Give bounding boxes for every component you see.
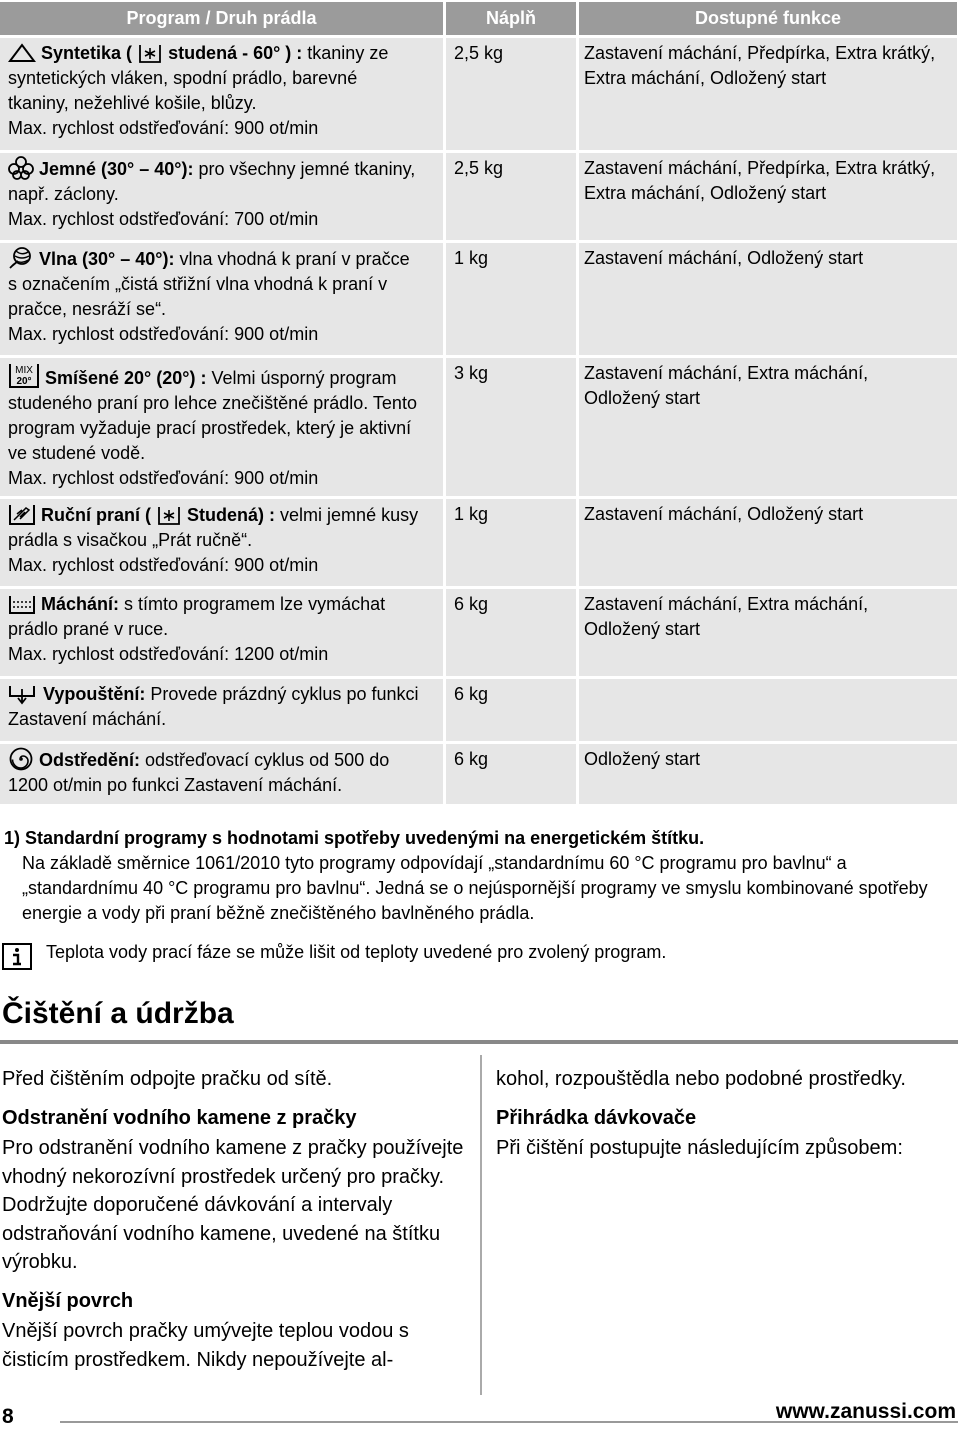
- program-name: Máchání:: [41, 594, 120, 614]
- program-desc: tkaniny ze syntetických vláken, spodní prádlo, barevné tkaniny, nežehlivé košile, blůzy.: [8, 43, 389, 113]
- program-cell: [0, 679, 443, 741]
- program-name: Smíšené 20° (20°) :: [45, 368, 207, 388]
- load-cell: 3 kg: [446, 358, 576, 496]
- program-cell: [0, 744, 443, 804]
- spin-icon: [8, 747, 34, 771]
- load-cell: 1 kg: [446, 243, 576, 355]
- table-header: [0, 2, 960, 35]
- table-row: [0, 744, 960, 804]
- info-note: [2, 940, 952, 970]
- subheading-dispenser: Přihrádka dávkovače: [496, 1106, 697, 1129]
- info-icon: [2, 940, 32, 970]
- program-desc: Provede prázdný cyklus po funkci Zastavení máchání.: [8, 684, 419, 729]
- page-number: 8: [2, 1405, 14, 1428]
- functions-cell: Zastavení máchání, Předpírka, Extra krátký, Extra máchání, Odložený start: [579, 153, 957, 240]
- section-divider: [0, 1040, 958, 1044]
- program-desc: vlna vhodná k praní v pračce s označením „čistá střižní vlna vhodná k praní v pračce, nesráží se“.: [8, 249, 410, 319]
- program-desc: s tímto programem lze vymáchat prádlo prané v ruce.: [8, 594, 386, 639]
- header-functions: Dostupné funkce: [579, 2, 957, 35]
- program-name: Jemné (30° – 40°):: [39, 159, 194, 179]
- functions-cell: Zastavení máchání, Předpírka, Extra krátký, Extra máchání, Odložený start: [579, 38, 957, 150]
- rinse-icon: [8, 593, 36, 615]
- subheading-descaling: Odstranění vodního kamene z pračky: [2, 1106, 357, 1129]
- table-row: [0, 499, 960, 586]
- functions-cell: Zastavení máchání, Odložený start: [579, 499, 957, 586]
- subheading-exterior: Vnější povrch: [2, 1289, 134, 1312]
- svg-text:MIX: MIX: [15, 365, 33, 376]
- functions-cell: Zastavení máchání, Extra máchání, Odložený start: [579, 589, 957, 676]
- mix-20-icon: [8, 361, 40, 389]
- footnote-body: Na základě směrnice 1061/2010 tyto programy odpovídají „standardnímu 60 °C programu pro bavlnu“ a „standardnímu 40 °C programu pro bavlnu“. Jedná se o nejúspornější programy ve smyslu kombinované spotřeby energie a vody při praní běžně znečištěného bavlněného prádla.: [22, 853, 928, 923]
- exterior-text: Vnější povrch pračky umývejte teplou vodou s čisticím prostředkem. Nikdy nepoužívejte al-: [2, 1320, 409, 1371]
- section-title: Čištění a údržba: [2, 997, 234, 1030]
- load-cell: 2,5 kg: [446, 38, 576, 150]
- program-name: Odstředění:: [39, 750, 141, 770]
- cold-icon: [158, 505, 180, 525]
- program-cell: [0, 38, 443, 150]
- table-row: [0, 589, 960, 676]
- program-table: [0, 2, 960, 804]
- header-program: Program / Druh prádla: [0, 2, 443, 35]
- info-note-text: Teplota vody prací fáze se může lišit od teploty uvedené pro zvolený program.: [46, 942, 667, 962]
- dispenser-text: Při čištění postupujte následujícím způsobem:: [496, 1137, 903, 1159]
- functions-cell: [579, 679, 957, 741]
- footnote: [4, 826, 954, 926]
- program-cell: [0, 153, 443, 240]
- program-desc: odstřeďovací cyklus od 500 do 1200 ot/min po funkci Zastavení máchání.: [8, 750, 390, 795]
- program-name-2: studená - 60° ) :: [168, 43, 303, 63]
- program-name: Vlna (30° – 40°):: [39, 249, 175, 269]
- program-speed: Max. rychlost odstřeďování: 900 ot/min: [8, 555, 319, 575]
- section-column-right: [496, 1065, 956, 1173]
- load-cell: 6 kg: [446, 589, 576, 676]
- program-desc: velmi jemné kusy prádla s visačkou „Prát ručně“.: [8, 505, 419, 550]
- program-desc: pro všechny jemné tkaniny, např. záclony.: [8, 159, 416, 204]
- table-row: [0, 153, 960, 240]
- exterior-text-cont: kohol, rozpouštědla nebo podobné prostředky.: [496, 1068, 906, 1090]
- program-speed: Max. rychlost odstřeďování: 900 ot/min: [8, 118, 319, 138]
- load-cell: 1 kg: [446, 499, 576, 586]
- program-name: Syntetika (: [41, 43, 133, 63]
- table-row: [0, 243, 960, 355]
- svg-text:20°: 20°: [16, 376, 32, 387]
- program-cell: [0, 243, 443, 355]
- drain-icon: [8, 683, 38, 705]
- program-speed: Max. rychlost odstřeďování: 900 ot/min: [8, 324, 319, 344]
- program-cell: [0, 589, 443, 676]
- program-cell: [0, 499, 443, 586]
- delicates-icon: [8, 156, 34, 180]
- program-name-2: Studená) :: [187, 505, 276, 525]
- cold-icon: [139, 43, 161, 63]
- functions-cell: Zastavení máchání, Odložený start: [579, 243, 957, 355]
- functions-cell: Odložený start: [579, 744, 957, 804]
- column-divider: [480, 1055, 482, 1395]
- handwash-icon: [8, 502, 36, 526]
- load-cell: 6 kg: [446, 679, 576, 741]
- synthetics-icon: [8, 42, 36, 64]
- program-speed: Max. rychlost odstřeďování: 1200 ot/min: [8, 644, 329, 664]
- program-cell: [0, 358, 443, 496]
- load-cell: 6 kg: [446, 744, 576, 804]
- program-speed: Max. rychlost odstřeďování: 700 ot/min: [8, 209, 319, 229]
- descaling-text: Pro odstranění vodního kamene z pračky používejte vhodný nekorozívní prostředek určený pro pračky. Dodržujte doporučené dávkování a intervaly odstraňování vodního kamene, uvedené na štítku výrobku.: [2, 1137, 464, 1273]
- program-speed: Max. rychlost odstřeďování: 900 ot/min: [8, 468, 319, 488]
- table-row: [0, 38, 960, 150]
- section-column-left: [2, 1065, 472, 1384]
- functions-cell: Zastavení máchání, Extra máchání, Odložený start: [579, 358, 957, 496]
- program-desc: Velmi úsporný program studeného praní pro lehce znečištěné prádlo. Tento program vyžaduje prací prostředek, který je aktivní ve studené vodě.: [8, 368, 417, 463]
- footnote-title: 1) Standardní programy s hodnotami spotřeby uvedenými na energetickém štítku.: [4, 828, 705, 848]
- wool-icon: [8, 246, 34, 270]
- table-row: [0, 358, 960, 496]
- program-name: Ruční praní (: [41, 505, 152, 525]
- intro-text: Před čištěním odpojte pračku od sítě.: [2, 1068, 333, 1090]
- program-name: Vypouštění:: [43, 684, 146, 704]
- table-row: [0, 679, 960, 741]
- website-link[interactable]: www.zanussi.com: [775, 1400, 956, 1423]
- load-cell: 2,5 kg: [446, 153, 576, 240]
- header-load: Náplň: [446, 2, 576, 35]
